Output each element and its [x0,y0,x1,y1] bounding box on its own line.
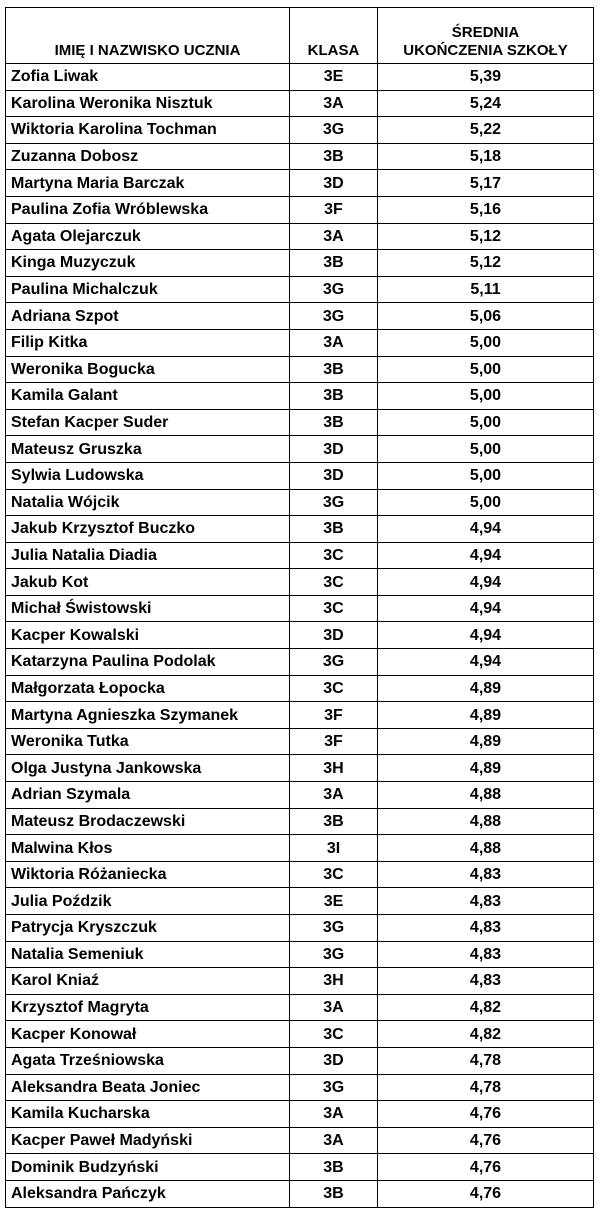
average-cell: 5,00 [378,329,594,356]
student-name-cell: Sylwia Ludowska [6,462,290,489]
average-cell: 4,82 [378,994,594,1021]
header-average-line2: UKOŃCZENIA SZKOŁY [403,42,568,59]
student-name-cell: Zofia Liwak [6,64,290,91]
average-cell: 4,89 [378,702,594,729]
student-name-cell: Kacper Konował [6,1021,290,1048]
student-name-cell: Paulina Zofia Wróblewska [6,196,290,223]
average-cell: 4,83 [378,888,594,915]
average-cell: 4,88 [378,782,594,809]
average-cell: 4,76 [378,1127,594,1154]
student-name-cell: Karol Kniaź [6,968,290,995]
student-name-cell: Agata Olejarczuk [6,223,290,250]
student-name-cell: Patrycja Kryszczuk [6,915,290,942]
class-cell: 3B [290,250,378,277]
average-cell: 5,06 [378,303,594,330]
class-cell: 3A [290,1101,378,1128]
student-name-cell: Malwina Kłos [6,835,290,862]
table-row [6,782,594,809]
table-row [6,941,594,968]
student-name-cell: Kinga Muzyczuk [6,250,290,277]
table-row [6,835,594,862]
class-cell: 3B [290,808,378,835]
average-cell: 5,00 [378,409,594,436]
average-cell: 5,39 [378,64,594,91]
header-average-line1: ŚREDNIA [451,24,520,41]
table-row [6,888,594,915]
class-cell: 3D [290,436,378,463]
class-cell: 3B [290,143,378,170]
class-cell: 3G [290,489,378,516]
average-cell: 4,88 [378,808,594,835]
class-cell: 3F [290,702,378,729]
student-name-cell: Agata Trześniowska [6,1047,290,1074]
student-name-cell: Adriana Szpot [6,303,290,330]
class-cell: 3G [290,303,378,330]
average-cell: 4,94 [378,516,594,543]
average-cell: 5,00 [378,489,594,516]
class-cell: 3C [290,861,378,888]
average-cell: 5,00 [378,436,594,463]
student-name-cell: Julia Poździk [6,888,290,915]
average-cell: 4,88 [378,835,594,862]
average-cell: 4,76 [378,1101,594,1128]
student-name-cell: Weronika Bogucka [6,356,290,383]
student-name-cell: Mateusz Brodaczewski [6,808,290,835]
table-row [6,861,594,888]
table-row [6,595,594,622]
table-row [6,143,594,170]
student-name-cell: Kacper Paweł Madyński [6,1127,290,1154]
average-cell: 5,22 [378,117,594,144]
table-row [6,250,594,277]
average-cell: 5,24 [378,90,594,117]
average-cell: 4,83 [378,941,594,968]
table-row [6,1180,594,1207]
average-cell: 4,94 [378,542,594,569]
average-cell: 5,00 [378,356,594,383]
student-name-cell: Wiktoria Karolina Tochman [6,117,290,144]
class-cell: 3A [290,1127,378,1154]
student-name-cell: Filip Kitka [6,329,290,356]
table-row [6,1101,594,1128]
class-cell: 3G [290,117,378,144]
average-cell: 5,11 [378,276,594,303]
table-row [6,117,594,144]
student-name-cell: Mateusz Gruszka [6,436,290,463]
average-cell: 4,82 [378,1021,594,1048]
class-cell: 3B [290,356,378,383]
student-name-cell: Natalia Wójcik [6,489,290,516]
table-row [6,968,594,995]
average-cell: 4,83 [378,861,594,888]
table-row [6,356,594,383]
student-name-cell: Natalia Semeniuk [6,941,290,968]
class-cell: 3G [290,649,378,676]
document [5,7,594,1208]
average-cell: 4,89 [378,728,594,755]
class-cell: 3D [290,1047,378,1074]
table-row [6,808,594,835]
class-cell: 3G [290,915,378,942]
student-name-cell: Jakub Krzysztof Buczko [6,516,290,543]
class-cell: 3H [290,968,378,995]
class-cell: 3A [290,994,378,1021]
student-name-cell: Kamila Kucharska [6,1101,290,1128]
table-row [6,516,594,543]
student-name-cell: Zuzanna Dobosz [6,143,290,170]
class-cell: 3C [290,569,378,596]
class-cell: 3D [290,170,378,197]
table-row [6,542,594,569]
class-cell: 3H [290,755,378,782]
table-row [6,755,594,782]
average-cell: 5,17 [378,170,594,197]
average-cell: 4,78 [378,1074,594,1101]
average-cell: 5,12 [378,250,594,277]
class-cell: 3A [290,329,378,356]
average-cell: 4,94 [378,622,594,649]
student-name-cell: Wiktoria Różaniecka [6,861,290,888]
table-row [6,1154,594,1181]
student-name-cell: Kacper Kowalski [6,622,290,649]
table-header [6,8,594,64]
student-name-cell: Aleksandra Beata Joniec [6,1074,290,1101]
average-cell: 5,18 [378,143,594,170]
table-row [6,1127,594,1154]
class-cell: 3E [290,64,378,91]
average-cell: 5,00 [378,462,594,489]
student-name-cell: Weronika Tutka [6,728,290,755]
header-klasa: KLASA [290,8,378,64]
table-row [6,329,594,356]
average-cell: 5,00 [378,383,594,410]
class-cell: 3D [290,622,378,649]
class-cell: 3C [290,1021,378,1048]
class-cell: 3B [290,516,378,543]
average-cell: 4,89 [378,675,594,702]
average-cell: 4,78 [378,1047,594,1074]
class-cell: 3B [290,409,378,436]
class-cell: 3B [290,1154,378,1181]
student-name-cell: Paulina Michalczuk [6,276,290,303]
table-row [6,223,594,250]
class-cell: 3B [290,383,378,410]
student-name-cell: Dominik Budzyński [6,1154,290,1181]
table-row [6,90,594,117]
class-cell: 3A [290,782,378,809]
table-row [6,1021,594,1048]
table-row [6,569,594,596]
student-name-cell: Martyna Agnieszka Szymanek [6,702,290,729]
table-row [6,728,594,755]
average-cell: 4,94 [378,569,594,596]
table-row [6,675,594,702]
class-cell: 3G [290,941,378,968]
table-row [6,383,594,410]
student-name-cell: Małgorzata Łopocka [6,675,290,702]
average-cell: 4,76 [378,1180,594,1207]
table-row [6,1047,594,1074]
table-body [6,64,594,1208]
student-name-cell: Adrian Szymala [6,782,290,809]
table-row [6,462,594,489]
header-average [378,8,594,64]
class-cell: 3I [290,835,378,862]
table-row [6,276,594,303]
table-row [6,622,594,649]
class-cell: 3D [290,462,378,489]
class-cell: 3F [290,728,378,755]
header-name: IMIĘ I NAZWISKO UCZNIA [6,8,290,64]
average-cell: 4,94 [378,649,594,676]
average-cell: 5,16 [378,196,594,223]
student-name-cell: Michał Świstowski [6,595,290,622]
students-table [5,7,594,1208]
table-row [6,409,594,436]
class-cell: 3C [290,675,378,702]
student-name-cell: Krzysztof Magryta [6,994,290,1021]
class-cell: 3C [290,595,378,622]
class-cell: 3C [290,542,378,569]
student-name-cell: Stefan Kacper Suder [6,409,290,436]
student-name-cell: Katarzyna Paulina Podolak [6,649,290,676]
table-row [6,436,594,463]
class-cell: 3A [290,90,378,117]
student-name-cell: Olga Justyna Jankowska [6,755,290,782]
class-cell: 3A [290,223,378,250]
table-row [6,994,594,1021]
average-cell: 5,12 [378,223,594,250]
student-name-cell: Karolina Weronika Nisztuk [6,90,290,117]
student-name-cell: Jakub Kot [6,569,290,596]
average-cell: 4,76 [378,1154,594,1181]
class-cell: 3G [290,1074,378,1101]
class-cell: 3E [290,888,378,915]
header-row [6,8,594,64]
class-cell: 3G [290,276,378,303]
table-row [6,702,594,729]
student-name-cell: Kamila Galant [6,383,290,410]
student-name-cell: Aleksandra Pańczyk [6,1180,290,1207]
table-row [6,649,594,676]
table-row [6,64,594,91]
average-cell: 4,94 [378,595,594,622]
class-cell: 3F [290,196,378,223]
table-row [6,915,594,942]
student-name-cell: Julia Natalia Diadia [6,542,290,569]
average-cell: 4,83 [378,915,594,942]
average-cell: 4,83 [378,968,594,995]
class-cell: 3B [290,1180,378,1207]
table-row [6,303,594,330]
table-row [6,1074,594,1101]
student-name-cell: Martyna Maria Barczak [6,170,290,197]
table-row [6,170,594,197]
average-cell: 4,89 [378,755,594,782]
table-row [6,489,594,516]
table-row [6,196,594,223]
